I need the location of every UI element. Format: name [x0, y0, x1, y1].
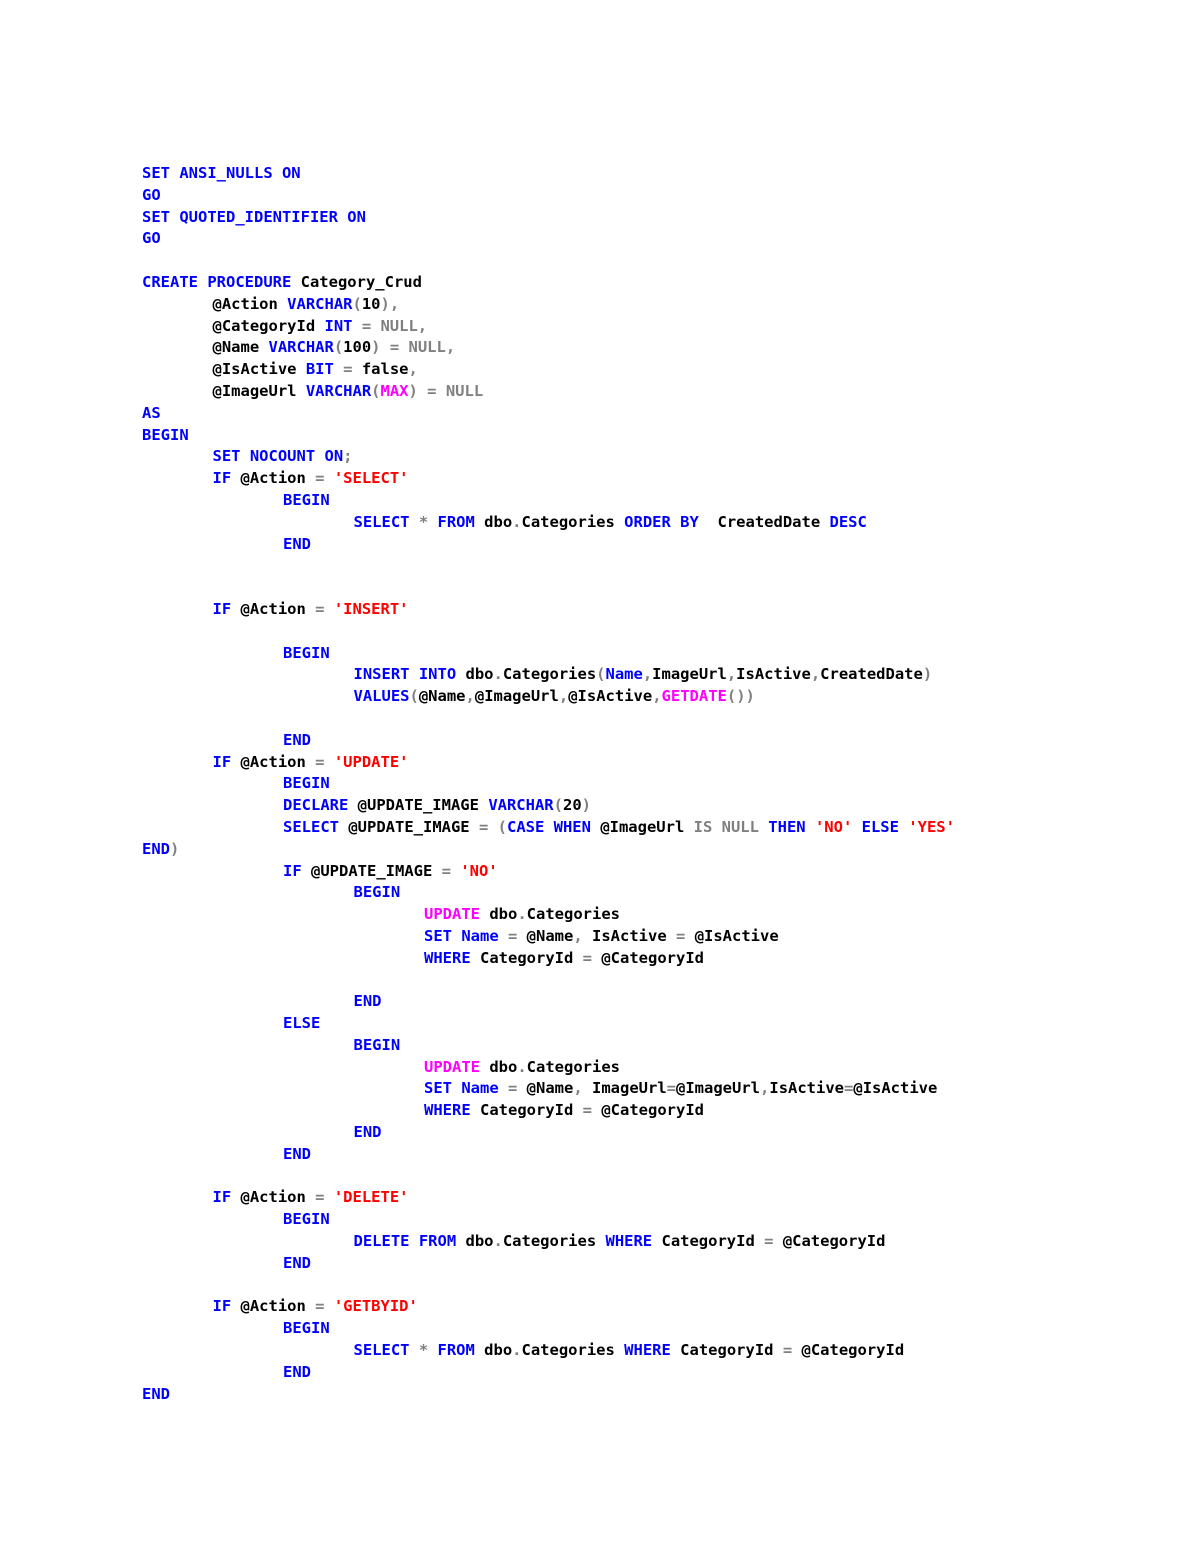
code-token: CategoryId	[480, 948, 583, 967]
code-token: @Action	[240, 752, 316, 771]
code-token: END	[142, 839, 170, 858]
code-token: IsActive	[736, 665, 811, 684]
code-token: =	[764, 1232, 783, 1251]
code-token: BEGIN	[283, 1319, 330, 1338]
code-line	[142, 1296, 1182, 1318]
code-token: ;	[343, 447, 353, 466]
code-token: *	[418, 1341, 438, 1360]
code-token: .	[493, 665, 503, 684]
code-token: =	[844, 1079, 854, 1098]
code-token: 'SELECT'	[333, 469, 409, 488]
code-token: (	[596, 665, 606, 684]
code-token: BEGIN	[283, 490, 330, 509]
code-token: Name	[605, 665, 643, 684]
code-line	[142, 1122, 1182, 1144]
code-token: =	[343, 360, 362, 379]
code-token: BEGIN	[142, 425, 189, 444]
code-line	[142, 991, 1182, 1013]
code-token: CASE WHEN	[506, 817, 601, 836]
code-token: =	[582, 948, 602, 967]
code-token: =	[582, 1101, 602, 1120]
code-token: .	[512, 1341, 522, 1360]
code-line	[142, 577, 1182, 599]
code-token: ,	[810, 665, 821, 684]
code-token: 'UPDATE'	[333, 752, 409, 771]
code-token: .	[517, 905, 527, 924]
code-line	[142, 882, 1182, 904]
code-token: 'DELETE'	[333, 1188, 409, 1207]
code-token: 'INSERT'	[333, 599, 409, 618]
code-token: IF	[212, 1188, 241, 1207]
code-line	[142, 1057, 1182, 1079]
code-line	[142, 381, 1182, 403]
code-token: 100	[343, 338, 372, 357]
code-line	[142, 1209, 1182, 1231]
code-token: CategoryId	[480, 1101, 583, 1120]
code-token: =	[782, 1341, 802, 1360]
code-line	[142, 316, 1182, 338]
code-token: ImageUrl	[592, 1079, 667, 1098]
code-token: 'YES'	[908, 817, 955, 836]
code-token: END	[283, 1253, 311, 1272]
code-line	[142, 228, 1182, 250]
code-token: IS NULL	[693, 817, 769, 836]
code-token: Categories	[526, 905, 620, 924]
code-token: @Name	[526, 1079, 574, 1098]
code-token: END	[283, 730, 311, 749]
code-token: dbo	[484, 512, 513, 531]
code-token: GO	[142, 229, 161, 248]
code-line	[142, 969, 1182, 991]
code-token: @IsActive	[212, 360, 306, 379]
code-line	[142, 337, 1182, 359]
code-token: Categories	[502, 1232, 606, 1251]
code-line	[142, 599, 1182, 621]
code-token: ,	[408, 360, 418, 379]
code-line	[142, 664, 1182, 686]
code-token: @UPDATE_IMAGE	[348, 817, 479, 836]
code-line	[142, 795, 1182, 817]
code-line	[142, 752, 1182, 774]
code-token: ,	[465, 687, 475, 706]
code-token: SET ANSI_NULLS ON	[142, 164, 301, 182]
code-token: @Name	[526, 926, 574, 945]
code-token: @Action	[212, 294, 288, 313]
code-token: ,	[642, 665, 653, 684]
code-token: @CategoryId	[782, 1232, 886, 1251]
code-token: Category_Crud	[300, 272, 422, 291]
code-token: VARCHAR	[268, 338, 334, 357]
code-token: SET Name	[424, 1079, 508, 1098]
code-token: VARCHAR	[488, 796, 554, 815]
code-token: @CategoryId	[601, 948, 704, 967]
code-token: WHERE	[605, 1232, 662, 1251]
code-token: ELSE	[861, 817, 909, 836]
code-token: END	[283, 1144, 311, 1163]
code-token: @Action	[240, 1188, 316, 1207]
code-line	[142, 185, 1182, 207]
code-token: IsActive	[592, 926, 677, 945]
code-line	[142, 1187, 1182, 1209]
code-token: =	[315, 752, 334, 771]
code-token: )	[581, 796, 591, 815]
code-line	[142, 839, 1182, 861]
code-token: =	[676, 926, 695, 945]
code-token: @UPDATE_IMAGE	[311, 861, 442, 880]
code-token: BEGIN	[353, 883, 401, 902]
code-token: @IsActive	[694, 926, 779, 945]
code-token: WHERE	[424, 948, 480, 967]
code-token: )	[170, 839, 180, 858]
code-token: 'NO'	[814, 817, 862, 836]
code-token: ,	[726, 665, 737, 684]
code-token: ())	[726, 687, 755, 706]
code-token: VALUES	[353, 687, 410, 706]
code-token: false	[361, 360, 409, 379]
code-line	[142, 817, 1182, 839]
code-token: @Action	[240, 469, 316, 488]
code-token: END	[283, 534, 311, 553]
code-token: dbo	[465, 1232, 494, 1251]
code-token: GO	[142, 185, 161, 204]
code-line	[142, 773, 1182, 795]
code-token: =	[441, 861, 461, 880]
code-token: GETDATE	[661, 687, 727, 706]
code-token: @Action	[240, 599, 316, 618]
code-line	[142, 555, 1182, 577]
code-token: dbo	[489, 1057, 518, 1076]
code-token: BIT	[305, 360, 344, 379]
code-token: BEGIN	[283, 774, 330, 793]
code-token: SET NOCOUNT ON	[212, 447, 344, 466]
code-line	[142, 250, 1182, 272]
code-token: @ImageUrl	[212, 381, 306, 400]
code-token: = (	[478, 817, 507, 836]
code-token: dbo	[465, 665, 494, 684]
code-token: ,	[558, 687, 569, 706]
code-token: IF	[212, 1297, 241, 1316]
code-token: ,	[652, 687, 662, 706]
code-token: @Name	[418, 687, 466, 706]
code-line	[142, 534, 1182, 556]
code-line	[142, 490, 1182, 512]
code-token: IF	[212, 599, 241, 618]
code-token: FROM	[437, 512, 485, 531]
code-token: ),	[380, 294, 400, 313]
code-token: END	[353, 1123, 382, 1142]
code-token: WHERE	[424, 1101, 480, 1120]
code-token: SELECT	[353, 1341, 419, 1360]
code-line	[142, 948, 1182, 970]
code-token: CategoryId	[680, 1341, 783, 1360]
code-token: END	[142, 1384, 170, 1403]
code-token: IF	[212, 752, 241, 771]
code-token: UPDATE	[424, 905, 490, 924]
code-line	[142, 1100, 1182, 1122]
code-line	[142, 446, 1182, 468]
code-token: (	[371, 381, 381, 400]
code-token: CREATE PROCEDURE	[142, 272, 301, 291]
code-token: UPDATE	[424, 1057, 490, 1076]
code-line	[142, 1362, 1182, 1384]
code-token: @IsActive	[568, 687, 653, 706]
code-token: IF	[212, 469, 241, 488]
code-token: @CategoryId	[801, 1341, 905, 1360]
code-token: FROM	[437, 1341, 485, 1360]
code-token: @ImageUrl	[474, 687, 559, 706]
code-token: IF	[283, 861, 311, 880]
code-token: *	[418, 512, 438, 531]
code-token: =	[315, 1188, 334, 1207]
code-token: @ImageUrl	[676, 1079, 761, 1098]
code-token: = NULL,	[361, 316, 428, 335]
code-line	[142, 294, 1182, 316]
code-token: SET QUOTED_IDENTIFIER ON	[142, 207, 366, 226]
code-token: CreatedDate	[820, 665, 923, 684]
code-line	[142, 1253, 1182, 1275]
code-line	[142, 686, 1182, 708]
code-token: @UPDATE_IMAGE	[357, 796, 489, 815]
code-line	[142, 425, 1182, 447]
code-token: =	[315, 599, 334, 618]
code-line	[142, 403, 1182, 425]
code-token: DECLARE	[283, 796, 358, 815]
code-line	[142, 1144, 1182, 1166]
code-token: =	[508, 1079, 527, 1098]
code-token: (	[333, 338, 344, 357]
code-token: INT	[324, 316, 362, 335]
code-token: 'NO'	[460, 861, 498, 880]
code-token: IsActive	[769, 1079, 845, 1098]
code-token: .	[517, 1057, 527, 1076]
code-line	[142, 1384, 1182, 1406]
code-line	[142, 926, 1182, 948]
code-token: CategoryId	[661, 1232, 765, 1251]
code-token: END	[283, 1362, 311, 1381]
code-token: @Name	[212, 338, 269, 357]
code-token: (	[409, 687, 419, 706]
code-token: DELETE FROM	[353, 1232, 466, 1251]
code-token: Categories	[521, 1341, 625, 1360]
code-line	[142, 904, 1182, 926]
code-token: BEGIN	[353, 1035, 401, 1054]
code-line	[142, 1035, 1182, 1057]
code-line	[142, 1166, 1182, 1188]
code-token: SELECT	[283, 817, 349, 836]
code-line	[142, 621, 1182, 643]
code-line	[142, 643, 1182, 665]
code-token: CreatedDate	[717, 512, 830, 531]
code-line	[142, 163, 1182, 185]
code-token: @IsActive	[853, 1079, 938, 1098]
code-token: ,	[760, 1079, 770, 1098]
code-token: )	[922, 665, 933, 684]
code-line	[142, 730, 1182, 752]
code-token: @CategoryId	[601, 1101, 704, 1120]
code-token: THEN	[768, 817, 815, 836]
code-token: @ImageUrl	[600, 817, 694, 836]
code-token: ) = NULL	[408, 381, 484, 400]
code-token: @CategoryId	[212, 316, 325, 335]
code-token: ,	[573, 926, 593, 945]
code-line	[142, 207, 1182, 229]
sql-code-block	[142, 163, 1182, 1405]
code-line	[142, 1013, 1182, 1035]
code-token: DESC	[829, 512, 867, 531]
code-token: Categories	[502, 665, 597, 684]
code-line	[142, 708, 1182, 730]
code-token: ) = NULL,	[371, 338, 456, 357]
code-token: VARCHAR	[287, 294, 353, 313]
code-token: =	[315, 469, 334, 488]
code-token: VARCHAR	[305, 381, 372, 400]
code-token: dbo	[489, 905, 518, 924]
code-line	[142, 272, 1182, 294]
code-token: INSERT INTO	[353, 665, 466, 684]
code-token: SET Name	[424, 926, 508, 945]
code-token: BEGIN	[283, 1210, 330, 1229]
code-token: (	[352, 294, 362, 313]
code-token: .	[493, 1232, 503, 1251]
code-token: 'GETBYID'	[333, 1297, 418, 1316]
code-token: @Action	[240, 1297, 316, 1316]
code-token: =	[666, 1079, 677, 1098]
code-token: MAX	[380, 381, 409, 400]
code-token: ELSE	[283, 1014, 321, 1033]
code-line	[142, 1231, 1182, 1253]
code-token: BEGIN	[283, 643, 330, 662]
code-line	[142, 1318, 1182, 1340]
code-line	[142, 1078, 1182, 1100]
code-line	[142, 861, 1182, 883]
code-line	[142, 1275, 1182, 1297]
code-line	[142, 468, 1182, 490]
code-token: ImageUrl	[652, 665, 727, 684]
code-token: AS	[142, 403, 161, 422]
code-line	[142, 359, 1182, 381]
code-token: WHERE	[624, 1341, 681, 1360]
code-line	[142, 1340, 1182, 1362]
code-token: Categories	[521, 512, 625, 531]
code-token: (	[553, 796, 563, 815]
code-token: 10	[361, 294, 381, 313]
code-token: END	[353, 992, 382, 1011]
code-token: ,	[573, 1079, 593, 1098]
code-token: ORDER BY	[624, 512, 718, 531]
code-token: Categories	[526, 1057, 620, 1076]
code-token: SELECT	[353, 512, 419, 531]
code-token: .	[512, 512, 522, 531]
code-token: =	[508, 926, 527, 945]
code-token: 20	[562, 796, 582, 815]
code-token: =	[315, 1297, 334, 1316]
code-line	[142, 512, 1182, 534]
code-token: dbo	[484, 1341, 513, 1360]
